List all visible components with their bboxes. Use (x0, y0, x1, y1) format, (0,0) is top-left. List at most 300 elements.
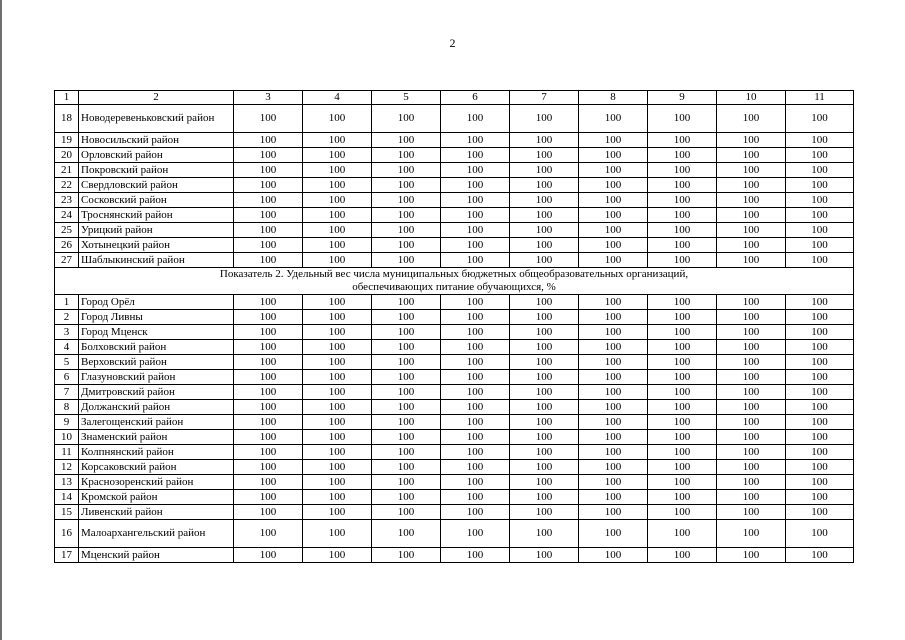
indicator-value: 100 (372, 325, 441, 340)
indicator-value: 100 (372, 310, 441, 325)
indicator-value: 100 (717, 105, 786, 133)
column-header: 9 (648, 91, 717, 105)
table-row (55, 163, 854, 178)
indicator-value: 100 (786, 295, 854, 310)
indicator-value: 100 (786, 223, 854, 238)
indicator-value: 100 (441, 163, 510, 178)
column-number-header-row (55, 91, 854, 105)
table-row (55, 475, 854, 490)
district-name: Краснозоренский район (79, 475, 234, 490)
indicator-value: 100 (303, 415, 372, 430)
indicator-value: 100 (441, 178, 510, 193)
table-row (55, 325, 854, 340)
indicator-value: 100 (579, 163, 648, 178)
indicator-value: 100 (717, 223, 786, 238)
indicator-value: 100 (510, 310, 579, 325)
table-row (55, 370, 854, 385)
row-number: 22 (55, 178, 79, 193)
indicator-value: 100 (510, 325, 579, 340)
table-row (55, 430, 854, 445)
indicator-value: 100 (234, 238, 303, 253)
district-name: Ливенский район (79, 505, 234, 520)
indicator-value: 100 (372, 208, 441, 223)
indicator-value: 100 (579, 520, 648, 548)
indicator-value: 100 (441, 193, 510, 208)
table-body (55, 91, 854, 563)
indicator-value: 100 (510, 445, 579, 460)
indicator-value: 100 (579, 253, 648, 268)
district-name: Город Ливны (79, 310, 234, 325)
indicator-value: 100 (303, 475, 372, 490)
indicator-value: 100 (372, 238, 441, 253)
indicator-value: 100 (786, 133, 854, 148)
indicator-value: 100 (234, 223, 303, 238)
indicator-value: 100 (786, 208, 854, 223)
indicator-value: 100 (648, 505, 717, 520)
row-number: 24 (55, 208, 79, 223)
indicator-value: 100 (510, 295, 579, 310)
indicator-value: 100 (786, 355, 854, 370)
indicator-value: 100 (303, 548, 372, 563)
indicator-value: 100 (648, 475, 717, 490)
indicator-value: 100 (579, 340, 648, 355)
indicator-value: 100 (441, 133, 510, 148)
indicator-value: 100 (441, 370, 510, 385)
table-row (55, 310, 854, 325)
indicator-value: 100 (717, 505, 786, 520)
indicator-value: 100 (717, 548, 786, 563)
indicator-value: 100 (234, 415, 303, 430)
indicator-value: 100 (579, 148, 648, 163)
district-name: Орловский район (79, 148, 234, 163)
indicator-value: 100 (234, 105, 303, 133)
indicator-value: 100 (579, 310, 648, 325)
table-row (55, 460, 854, 475)
table-row (55, 133, 854, 148)
indicator-value: 100 (372, 105, 441, 133)
indicator-value: 100 (234, 253, 303, 268)
indicator-value: 100 (234, 385, 303, 400)
table-row (55, 105, 854, 133)
indicator-value: 100 (303, 105, 372, 133)
indicator-value: 100 (786, 415, 854, 430)
table-row (55, 148, 854, 163)
indicator-value: 100 (510, 208, 579, 223)
table-row (55, 490, 854, 505)
indicator-value: 100 (786, 310, 854, 325)
indicator-value: 100 (717, 325, 786, 340)
indicator-value: 100 (648, 340, 717, 355)
indicator-value: 100 (579, 295, 648, 310)
indicator-value: 100 (579, 400, 648, 415)
indicator-value: 100 (303, 310, 372, 325)
indicator-value: 100 (648, 370, 717, 385)
section-header-row (55, 268, 854, 295)
indicator-value: 100 (648, 310, 717, 325)
column-header: 8 (579, 91, 648, 105)
indicator-value: 100 (648, 193, 717, 208)
indicator-value: 100 (579, 178, 648, 193)
indicator-value: 100 (579, 505, 648, 520)
indicator-value: 100 (372, 385, 441, 400)
indicator-value: 100 (234, 310, 303, 325)
indicator-value: 100 (648, 208, 717, 223)
column-header: 3 (234, 91, 303, 105)
indicator-value: 100 (717, 400, 786, 415)
row-number: 16 (55, 520, 79, 548)
indicator-value: 100 (303, 385, 372, 400)
indicator-value: 100 (717, 163, 786, 178)
indicator-value: 100 (510, 178, 579, 193)
indicator-value: 100 (372, 490, 441, 505)
indicator-value: 100 (579, 475, 648, 490)
indicator-value: 100 (372, 415, 441, 430)
indicator-value: 100 (441, 325, 510, 340)
indicator-value: 100 (786, 385, 854, 400)
district-name: Малоархангельский район (79, 520, 234, 548)
indicator-value: 100 (717, 238, 786, 253)
column-header: 6 (441, 91, 510, 105)
district-name: Свердловский район (79, 178, 234, 193)
table-row (55, 385, 854, 400)
indicator-value: 100 (786, 105, 854, 133)
row-number: 10 (55, 430, 79, 445)
indicator-value: 100 (510, 223, 579, 238)
indicator-value: 100 (234, 505, 303, 520)
indicator-value: 100 (717, 253, 786, 268)
indicator-value: 100 (372, 460, 441, 475)
indicator-value: 100 (303, 295, 372, 310)
row-number: 12 (55, 460, 79, 475)
indicator-value: 100 (234, 133, 303, 148)
indicator-value: 100 (648, 295, 717, 310)
indicator-value: 100 (786, 430, 854, 445)
indicator-value: 100 (786, 490, 854, 505)
indicator-value: 100 (234, 325, 303, 340)
row-number: 23 (55, 193, 79, 208)
indicator-value: 100 (579, 193, 648, 208)
indicator-value: 100 (717, 475, 786, 490)
indicator-value: 100 (786, 193, 854, 208)
table-row (55, 223, 854, 238)
indicator-value: 100 (441, 490, 510, 505)
indicator-value: 100 (786, 340, 854, 355)
indicator-value: 100 (441, 148, 510, 163)
indicator-value: 100 (510, 385, 579, 400)
indicator-value: 100 (579, 355, 648, 370)
indicator-value: 100 (234, 148, 303, 163)
indicator-value: 100 (234, 460, 303, 475)
row-number: 13 (55, 475, 79, 490)
indicator-value: 100 (234, 475, 303, 490)
indicator-value: 100 (510, 355, 579, 370)
indicator-value: 100 (510, 505, 579, 520)
indicator-value: 100 (510, 163, 579, 178)
indicator-value: 100 (441, 105, 510, 133)
indicator-value: 100 (303, 355, 372, 370)
section-title (55, 268, 854, 295)
indicator-value: 100 (234, 445, 303, 460)
indicator-value: 100 (441, 520, 510, 548)
table-row (55, 415, 854, 430)
district-name: Новодеревеньковский район (79, 105, 234, 133)
indicator-value: 100 (717, 370, 786, 385)
table-row (55, 178, 854, 193)
indicator-value: 100 (648, 490, 717, 505)
district-name: Кромской район (79, 490, 234, 505)
indicator-value: 100 (234, 193, 303, 208)
indicator-value: 100 (372, 193, 441, 208)
indicator-value: 100 (648, 430, 717, 445)
indicator-value: 100 (717, 295, 786, 310)
indicator-value: 100 (372, 178, 441, 193)
indicator-value: 100 (441, 475, 510, 490)
indicator-value: 100 (372, 133, 441, 148)
indicator-value: 100 (303, 430, 372, 445)
district-name: Залегощенский район (79, 415, 234, 430)
indicator-value: 100 (717, 340, 786, 355)
indicator-value: 100 (303, 178, 372, 193)
indicator-value: 100 (441, 548, 510, 563)
row-number: 27 (55, 253, 79, 268)
indicator-value: 100 (303, 340, 372, 355)
indicator-value: 100 (441, 385, 510, 400)
indicator-value: 100 (303, 193, 372, 208)
indicator-value: 100 (786, 400, 854, 415)
indicator-value: 100 (234, 163, 303, 178)
indicator-value: 100 (579, 105, 648, 133)
indicator-value: 100 (717, 430, 786, 445)
indicator-value: 100 (441, 295, 510, 310)
indicator-value: 100 (234, 178, 303, 193)
table-row (55, 355, 854, 370)
indicator-value: 100 (579, 415, 648, 430)
indicator-value: 100 (372, 445, 441, 460)
indicator-value: 100 (510, 430, 579, 445)
indicator-value: 100 (510, 490, 579, 505)
indicator-value: 100 (648, 520, 717, 548)
indicator-value: 100 (372, 548, 441, 563)
indicator-value: 100 (579, 325, 648, 340)
indicator-value: 100 (786, 505, 854, 520)
indicator-value: 100 (303, 148, 372, 163)
indicator-value: 100 (717, 193, 786, 208)
indicator-value: 100 (234, 370, 303, 385)
indicator-value: 100 (234, 400, 303, 415)
page-number: 2 (449, 36, 456, 50)
table-row (55, 548, 854, 563)
column-header: 2 (79, 91, 234, 105)
indicator-value: 100 (441, 355, 510, 370)
district-name: Дмитровский район (79, 385, 234, 400)
indicator-value: 100 (234, 208, 303, 223)
row-number: 6 (55, 370, 79, 385)
indicator-value: 100 (648, 548, 717, 563)
table-row (55, 295, 854, 310)
indicator-value: 100 (717, 310, 786, 325)
indicator-value: 100 (372, 223, 441, 238)
indicator-value: 100 (234, 548, 303, 563)
row-number: 1 (55, 295, 79, 310)
column-header: 5 (372, 91, 441, 105)
indicator-value: 100 (786, 548, 854, 563)
indicator-value: 100 (303, 445, 372, 460)
district-name: Болховский район (79, 340, 234, 355)
indicator-value: 100 (510, 133, 579, 148)
indicator-value: 100 (648, 400, 717, 415)
district-name: Город Орёл (79, 295, 234, 310)
section-title-line-2: обеспечивающих питание обучающихся, % (352, 281, 556, 293)
indicator-table (54, 90, 854, 563)
table-row (55, 208, 854, 223)
indicator-value: 100 (648, 460, 717, 475)
indicator-value: 100 (510, 105, 579, 133)
table-row (55, 340, 854, 355)
indicator-value: 100 (234, 355, 303, 370)
indicator-value: 100 (234, 490, 303, 505)
district-name: Урицкий район (79, 223, 234, 238)
indicator-value: 100 (234, 295, 303, 310)
indicator-value: 100 (579, 385, 648, 400)
indicator-value: 100 (786, 148, 854, 163)
indicator-value: 100 (786, 475, 854, 490)
district-name: Должанский район (79, 400, 234, 415)
row-number: 8 (55, 400, 79, 415)
indicator-value: 100 (786, 445, 854, 460)
indicator-value: 100 (441, 505, 510, 520)
indicator-value: 100 (372, 355, 441, 370)
indicator-value: 100 (303, 133, 372, 148)
indicator-value: 100 (717, 133, 786, 148)
column-header: 1 (55, 91, 79, 105)
indicator-value: 100 (303, 490, 372, 505)
indicator-value: 100 (717, 415, 786, 430)
indicator-value: 100 (441, 430, 510, 445)
indicator-value: 100 (441, 208, 510, 223)
indicator-value: 100 (786, 460, 854, 475)
row-number: 19 (55, 133, 79, 148)
row-number: 9 (55, 415, 79, 430)
column-header: 10 (717, 91, 786, 105)
indicator-value: 100 (579, 490, 648, 505)
indicator-value: 100 (648, 355, 717, 370)
row-number: 7 (55, 385, 79, 400)
indicator-value: 100 (717, 355, 786, 370)
indicator-value: 100 (510, 370, 579, 385)
indicator-value: 100 (717, 520, 786, 548)
district-name: Знаменский район (79, 430, 234, 445)
row-number: 25 (55, 223, 79, 238)
indicator-value: 100 (303, 223, 372, 238)
section-title-line-1: Показатель 2. Удельный вес числа муниципальных бюджетных общеобразовательных организаций, (219, 268, 689, 280)
page-left-edge (0, 0, 2, 640)
indicator-value: 100 (579, 445, 648, 460)
indicator-value: 100 (441, 415, 510, 430)
indicator-value: 100 (717, 178, 786, 193)
indicator-value: 100 (510, 548, 579, 563)
indicator-value: 100 (441, 223, 510, 238)
indicator-value: 100 (510, 340, 579, 355)
indicator-value: 100 (441, 238, 510, 253)
indicator-value: 100 (510, 253, 579, 268)
indicator-value: 100 (372, 295, 441, 310)
table-row (55, 253, 854, 268)
indicator-value: 100 (648, 163, 717, 178)
indicator-value: 100 (648, 415, 717, 430)
indicator-value: 100 (372, 400, 441, 415)
row-number: 15 (55, 505, 79, 520)
indicator-value: 100 (234, 430, 303, 445)
indicator-value: 100 (372, 475, 441, 490)
indicator-value: 100 (786, 238, 854, 253)
row-number: 17 (55, 548, 79, 563)
indicator-value: 100 (717, 385, 786, 400)
indicator-value: 100 (648, 325, 717, 340)
indicator-value: 100 (372, 505, 441, 520)
indicator-value: 100 (441, 310, 510, 325)
indicator-value: 100 (372, 430, 441, 445)
table-row (55, 400, 854, 415)
indicator-value: 100 (579, 133, 648, 148)
indicator-value: 100 (303, 325, 372, 340)
indicator-value: 100 (510, 475, 579, 490)
indicator-value: 100 (648, 178, 717, 193)
indicator-value: 100 (786, 163, 854, 178)
column-header: 11 (786, 91, 854, 105)
indicator-value: 100 (303, 520, 372, 548)
indicator-value: 100 (717, 208, 786, 223)
table-row (55, 238, 854, 253)
row-number: 14 (55, 490, 79, 505)
indicator-value: 100 (579, 238, 648, 253)
indicator-value: 100 (579, 208, 648, 223)
district-name: Покровский район (79, 163, 234, 178)
indicator-value: 100 (234, 520, 303, 548)
district-name: Сосковский район (79, 193, 234, 208)
indicator-value: 100 (441, 400, 510, 415)
indicator-value: 100 (717, 490, 786, 505)
indicator-value: 100 (786, 178, 854, 193)
indicator-value: 100 (648, 445, 717, 460)
indicator-value: 100 (510, 460, 579, 475)
column-header: 4 (303, 91, 372, 105)
indicator-value: 100 (579, 430, 648, 445)
indicator-value: 100 (648, 133, 717, 148)
indicator-value: 100 (303, 505, 372, 520)
district-name: Троснянский район (79, 208, 234, 223)
indicator-value: 100 (717, 460, 786, 475)
district-name: Шаблыкинский район (79, 253, 234, 268)
table-row (55, 193, 854, 208)
indicator-value: 100 (441, 445, 510, 460)
indicator-value: 100 (510, 148, 579, 163)
indicator-value: 100 (648, 238, 717, 253)
district-name: Верховский район (79, 355, 234, 370)
indicator-value: 100 (303, 370, 372, 385)
row-number: 11 (55, 445, 79, 460)
row-number: 18 (55, 105, 79, 133)
indicator-value: 100 (303, 238, 372, 253)
indicator-value: 100 (717, 148, 786, 163)
indicator-value: 100 (372, 253, 441, 268)
district-name: Новосильский район (79, 133, 234, 148)
indicator-value: 100 (372, 340, 441, 355)
indicator-value: 100 (234, 340, 303, 355)
indicator-value: 100 (372, 148, 441, 163)
indicator-value: 100 (648, 148, 717, 163)
indicator-value: 100 (786, 370, 854, 385)
indicator-value: 100 (579, 548, 648, 563)
